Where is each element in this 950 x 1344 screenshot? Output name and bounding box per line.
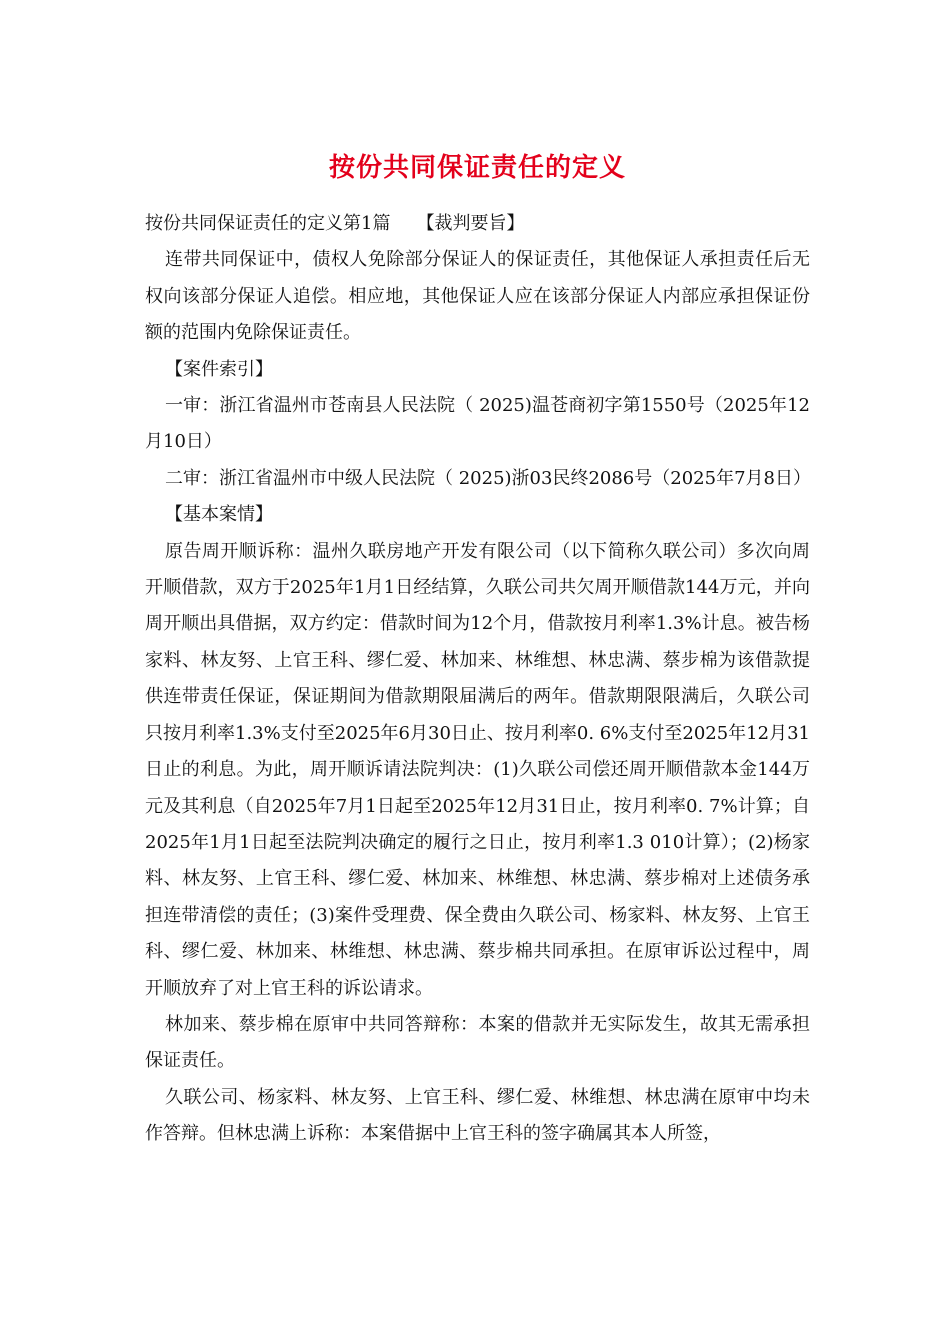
section-heading-index: 【案件索引】 xyxy=(165,358,273,380)
facts-paragraph: 原告周开顺诉称：温州久联房地产开发有限公司（以下简称久联公司）多次向周开顺借款，双方于2025年1月1日经结算，久联公司共欠周开顺借款144万元，并向周开顺出具借据，双方约定：借款时间为12个月，借款按月利率1.3%计息。被告杨家料、林友努、上官王科、缪仁爱、林加来、林维想、林忠满、蔡步棉为该借款提供连带责任保证，保证期间为借款期限届满后的两年。借款期限限满后，久联公司只按月利率1.3%支付至2025年6月30日止、按月利率0. 6%支付至2025年12月31日止的利息。为此，周开顺诉请法院判决：(1)久联公司偿还周开顺借款本金144万元及其利息（自2025年7月1日起至2025年12月31日止，按月利率0. 7%计算；自2025年1月1日起至法院判决确定的履行之日止，按月利率1.3 010计算）；(2)杨家料、林友努、上官王科、缪仁爱、林加来、林维想、林忠满、蔡步棉对上述债务承担连带清偿的责任；(3)案件受理费、保全费由久联公司、杨家料、林友努、上官王科、缪仁爱、林加来、林维想、林忠满、蔡步棉共同承担。在原审诉讼过程中，周开顺放弃了对上官王科的诉讼请求。 xyxy=(145,540,810,999)
section-heading-ruling: 【裁判要旨】 xyxy=(416,213,525,234)
subtitle-line xyxy=(145,206,810,242)
second-instance-paragraph: 二审：浙江省温州市中级人民法院（ 2025)浙03民终2086号（2025年7月8日） xyxy=(165,467,811,489)
defense-paragraph: 林加来、蔡步棉在原审中共同答辩称：本案的借款并无实际发生，故其无需承担保证责任。 xyxy=(145,1013,810,1072)
ruling-paragraph: 连带共同保证中，债权人免除部分保证人的保证责任，其他保证人承担责任后无权向该部分保证人追偿。相应地，其他保证人应在该部分保证人内部应承担保证份额的范围内免除保证责任。 xyxy=(145,249,810,344)
document-subtitle: 按份共同保证责任的定义第1篇 xyxy=(145,213,391,234)
appeal-paragraph: 久联公司、杨家料、林友努、上官王科、缪仁爱、林维想、林忠满在原审中均未作答辩。但林忠满上诉称：本案借据中上官王科的签字确属其本人所签， xyxy=(145,1086,810,1145)
first-instance-paragraph: 一审：浙江省温州市苍南县人民法院（ 2025)温苍商初字第1550号（2025年12月10日） xyxy=(145,395,810,453)
document-page xyxy=(145,148,810,1153)
section-heading-facts: 【基本案情】 xyxy=(165,504,273,526)
document-title: 按份共同保证责任的定义 xyxy=(328,153,626,183)
